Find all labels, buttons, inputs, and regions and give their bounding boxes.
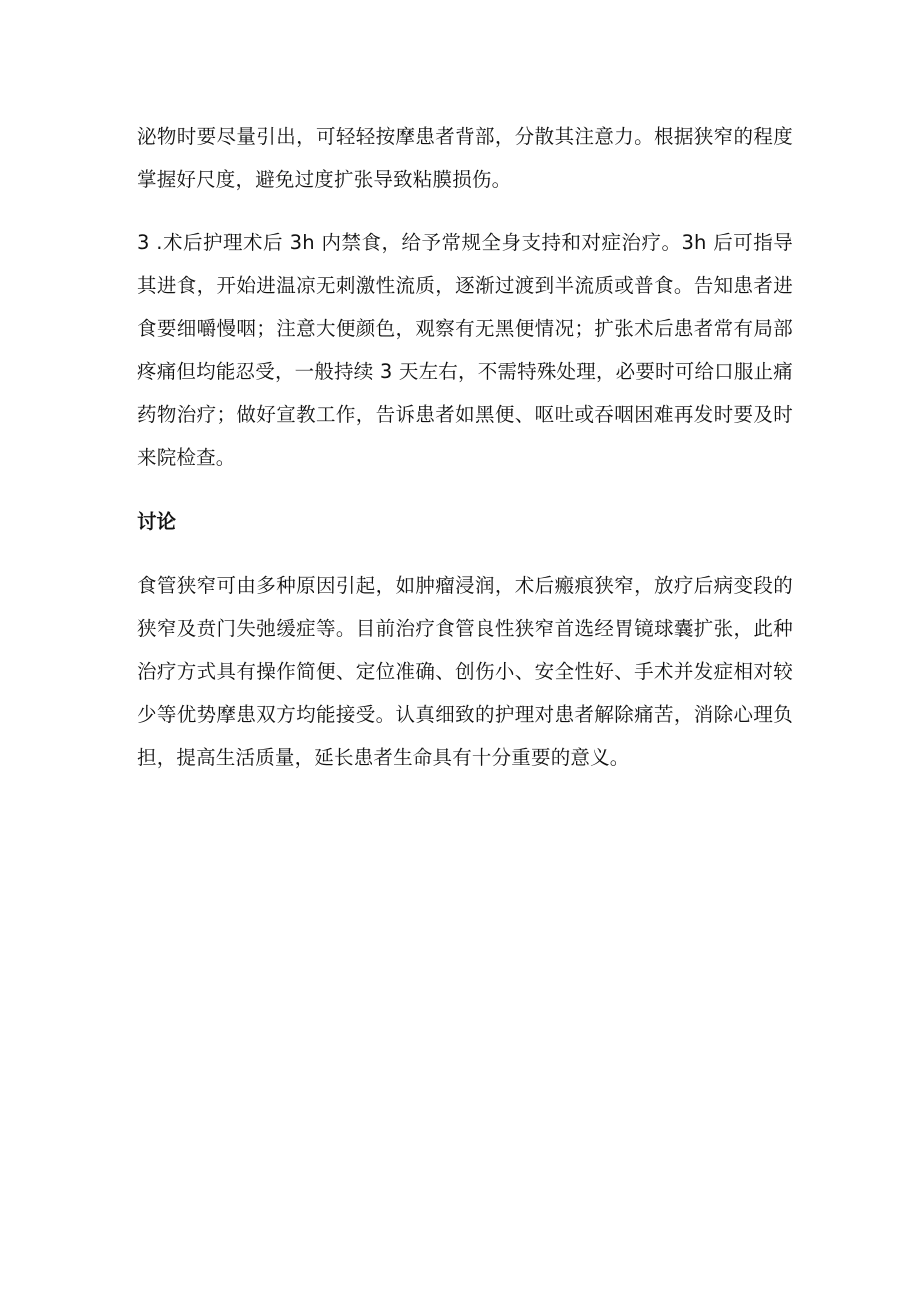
section-heading-discussion: 讨论 — [137, 510, 177, 533]
paragraph-secretion-guidance: 泌物时要尽量引出，可轻轻按摩患者背部，分散其注意力。根据狭窄的程度掌握好尺度，避免过度扩张导致粘膜损伤。 — [137, 125, 793, 191]
paragraph-discussion: 食管狭窄可由多种原因引起，如肿瘤浸润，术后瘢痕狭窄，放疗后病变段的狭窄及贲门失弛缓症等。目前治疗食管良性狭窄首选经胃镜球囊扩张，此种治疗方式具有操作简便、定位准确、创伤小、安全性好、手术并发症相对较少等优势摩患双方均能接受。认真细致的护理对患者解除痛苦，消除心理负担，提高生活质量，延长患者生命具有十分重要的意义。 — [137, 574, 793, 769]
document-body — [137, 115, 793, 779]
paragraph-postoperative-care: 3 .术后护理术后 3h 内禁食，给予常规全身支持和对症治疗。3h 后可指导其进食，开始进温凉无刺激性流质，逐渐过渡到半流质或普食。告知患者进食要细嚼慢咽；注意大便颜色，观察有无黑便情况；扩张术后患者常有局部疼痛但均能忍受，一般持续 3 天左右，不需特殊处理，必要时可给口服止痛药物治疗；做好宣教工作，告诉患者如黑便、呕吐或吞咽困难再发时要及时来院检查。 — [137, 231, 793, 469]
